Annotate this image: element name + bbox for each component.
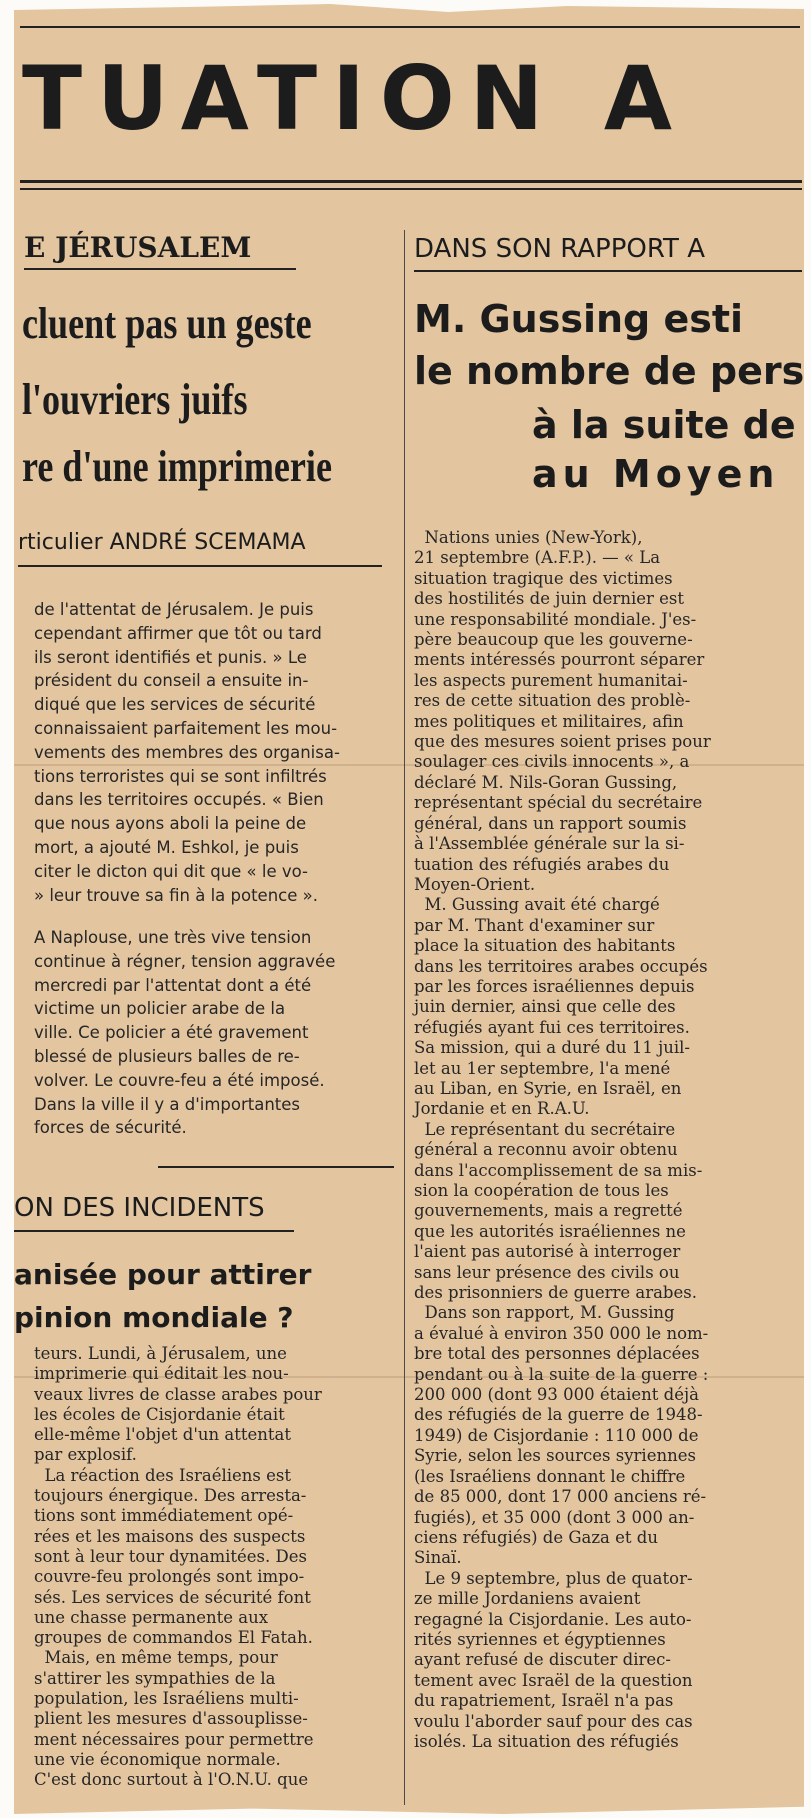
left-headline-line-1: cluent pas un geste — [22, 299, 312, 348]
left-section-title-2: ON DES INCIDENTS — [14, 1193, 265, 1223]
right-section-title: DANS SON RAPPORT A — [414, 234, 705, 264]
right-headline-line-4: au Moyen — [532, 452, 780, 496]
top-rule — [20, 26, 800, 28]
right-headline-line-1: M. Gussing esti — [414, 297, 744, 341]
left-headline2-line-2: pinion mondiale ? — [14, 1301, 294, 1334]
byline-rule — [18, 565, 382, 567]
column-divider — [404, 230, 405, 1805]
right-section-rule — [414, 270, 802, 272]
banner-rule-top — [20, 180, 802, 183]
banner-headline: TUATION A — [22, 47, 688, 150]
left-paragraph-1: de l'attentat de Jérusalem. Je puis cependant affirmer que tôt ou tard ils seront identifiés et punis. » Le président du conseil a ensuite in- diqué que les services de sécurité connaissaient parfaitement les mou- vements des membres des organisa- tions terroristes qui se sont infiltrés dans les territoires occupés. « Bien que nous ayons aboli la peine de mort, a ajouté M. Eshkol, je puis citer le dicton qui dit que « le vo- » leur trouve sa fin à la potence ». — [34, 600, 340, 905]
left-section-title: E JÉRUSALEM — [24, 231, 252, 264]
left-paragraph-3: teurs. Lundi, à Jérusalem, une imprimerie qui éditait les nou- veaux livres de classe arabes pour les écoles de Cisjordanie était elle-même l'objet d'un attentat par explosif. La réaction des Israéliens est toujours énergique. Des arresta- tions sont immédiatement opé- rées et les maisons des suspects sont à leur tour dynamitées. Des couvre-feu prolongés sont impo- sés. Les services de sécurité font une chasse permanente aux groupes de commandos El Fatah. Mais, en même temps, pour s'attirer les sympathies de la population, les Israéliens multi- plient les mesures d'assouplisse- ment nécessaires pour permettre une vie économique normale. C'est donc surtout à l'O.N.U. que — [34, 1344, 322, 1790]
left-section-rule — [24, 268, 296, 270]
right-body-text: Nations unies (New-York), 21 septembre (A.F.P.). — « La situation tragique des victimes des hostilités de juin dernier est une responsabilité mondiale. J'es- père beaucoup que les gouverne- ments intéressés pourront séparer les aspects purement humanitai- res de cette situation des problè- mes politiques et militaires, afin que des mesures soient prises pour soulager ces civils innocents », a déclaré M. Nils-Goran Gussing, représentant spécial du secrétaire général, dans un rapport soumis à l'Assemblée générale sur la si- tuation des réfugiés arabes du Moyen-Orient. M. Gussing avait été chargé par M. Thant d'examiner sur place la situation des habitants dans les territoires arabes occupés par les forces israéliennes depuis juin dernier, ainsi que celle des réfugiés ayant fui ces territoires. Sa mission, qui a duré du 11 juil- let au 1er septembre, l'a mené au Liban, en Syrie, en Israël, en Jordanie et en R.A.U. Le représentant du secrétaire général a reconnu avoir obtenu dans l'accomplissement de sa mis- sion la coopération de tous les gouvernements, mais a regretté que les autorités israéliennes ne l'aient pas autorisé à interroger sans leur présence des civils ou des prisonniers de guerre arabes. Dans son rapport, M. Gussing a évalué à environ 350 000 le nom- bre total des personnes déplacées pendant ou à la suite de la guerre : 200 000 (dont 93 000 étaient déjà des réfugiés de la guerre de 1948- 1949) de Cisjordanie : 110 000 de Syrie, selon les sources syriennes (les Israéliens donnant le chiffre de 85 000, dont 17 000 anciens ré- fugiés), et 35 000 (dont 3 000 an- ciens réfugiés) de Gaza et du Sinaï. Le 9 septembre, plus de quator- ze mille Jordaniens avaient regagné la Cisjordanie. Les auto- rités syriennes et égyptiennes ayant refusé de discuter direc- tement avec Israël de la question du rapatriement, Israël n'a pas voulu l'aborder sauf pour des cas isolés. La situation des réfugiés — [414, 528, 711, 1751]
left-divider-rule — [158, 1166, 394, 1168]
left-headline-line-2: l'ouvriers juifs — [22, 375, 248, 424]
banner-rule-bottom — [20, 188, 802, 190]
left-paragraph-2: A Naplouse, une très vive tension continue à régner, tension aggravée mercredi par l'attentat dont a été victime un policier arabe de la ville. Ce policier a été gravement blessé de plusieurs balles de re- volver. Le couvre-feu a été imposé. Dans la ville il y a d'importantes forces de sécurité. — [34, 928, 336, 1138]
byline: rticulier ANDRÉ SCEMAMA — [18, 530, 306, 555]
right-headline-line-3: à la suite de — [532, 403, 796, 447]
left-headline2-line-1: anisée pour attirer — [14, 1258, 312, 1291]
right-headline-line-2: le nombre de pers — [414, 349, 805, 393]
left-section-2-rule — [14, 1230, 294, 1232]
left-headline-line-3: re d'une imprimerie — [22, 442, 332, 491]
